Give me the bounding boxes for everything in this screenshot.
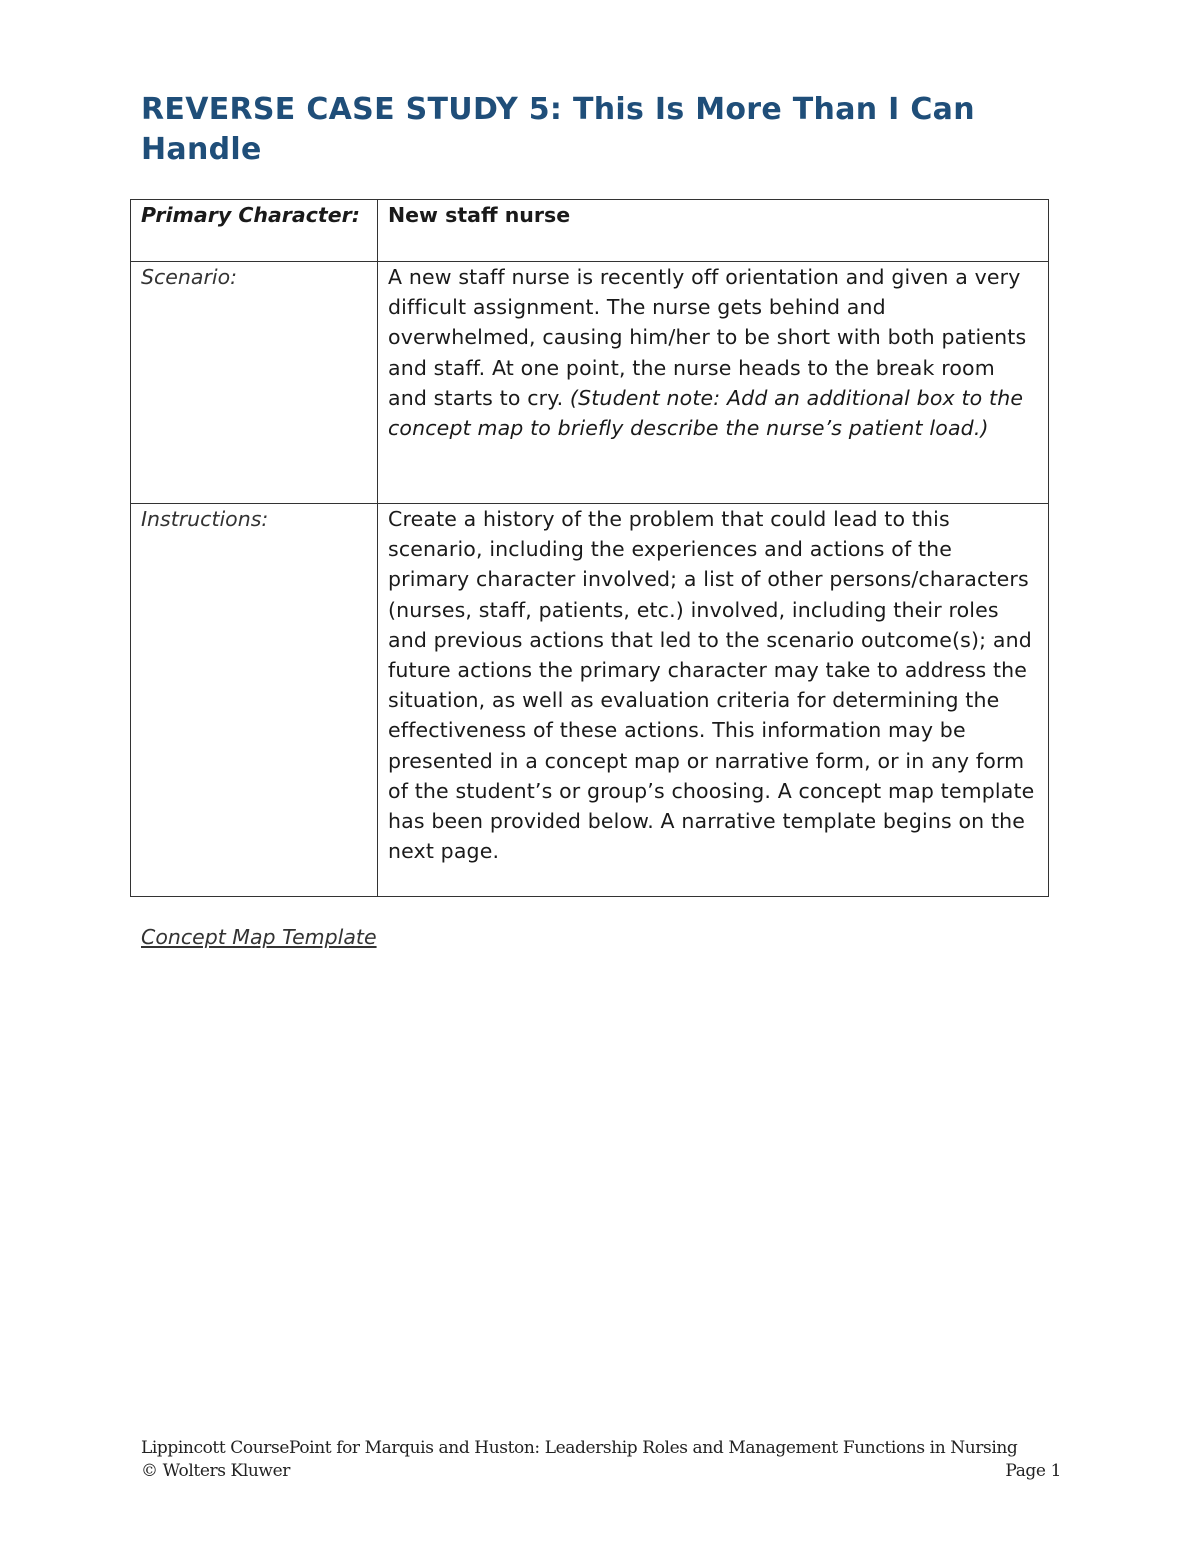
primary-character-label: Primary Character: (131, 200, 378, 262)
page-title: REVERSE CASE STUDY 5: This Is More Than I Can Handle (141, 92, 975, 167)
case-study-table (130, 199, 1049, 897)
primary-character-value: New staff nurse (378, 200, 1049, 262)
table-row-primary-character (131, 200, 1049, 262)
table-row-instructions (131, 504, 1049, 897)
scenario-text: A new staff nurse is recently off orientation and given a very difficult assignment. The nurse gets behind and overwhelmed, causing him/her to be short with both patients and staff. At one point, the nurse heads to the break room and starts to cry. (388, 265, 1027, 410)
instructions-label: Instructions: (131, 504, 378, 897)
scenario-label: Scenario: (131, 262, 378, 504)
page-number: Page 1 (1005, 1461, 1061, 1481)
scenario-student-note: (Student note: Add an additional box to the concept map to briefly describe the nurse’s patient load.) (388, 385, 1024, 441)
page-footer (141, 1437, 1061, 1483)
footer-publication: Lippincott CoursePoint for Marquis and Huston: Leadership Roles and Management Functions in Nursing (141, 1438, 1018, 1458)
instructions-text: Create a history of the problem that could lead to this scenario, including the experiences and actions of the primary character involved; a list of other persons/characters (nurses, staff, patients, etc.) involved, including their roles and previous actions that led to the scenario outcome(s); and future actions the primary character may take to address the situation, as well as evaluation criteria for determining the effectiveness of these actions. This information may be presented in a concept map or narrative form, or in any form of the student’s or group’s choosing. A concept map template has been provided below. A narrative template begins on the next page. (378, 504, 1049, 897)
footer-copyright: © Wolters Kluwer (141, 1461, 290, 1481)
concept-map-template-link[interactable]: Concept Map Template (141, 925, 377, 949)
scenario-cell (378, 262, 1049, 504)
table-row-scenario (131, 262, 1049, 504)
